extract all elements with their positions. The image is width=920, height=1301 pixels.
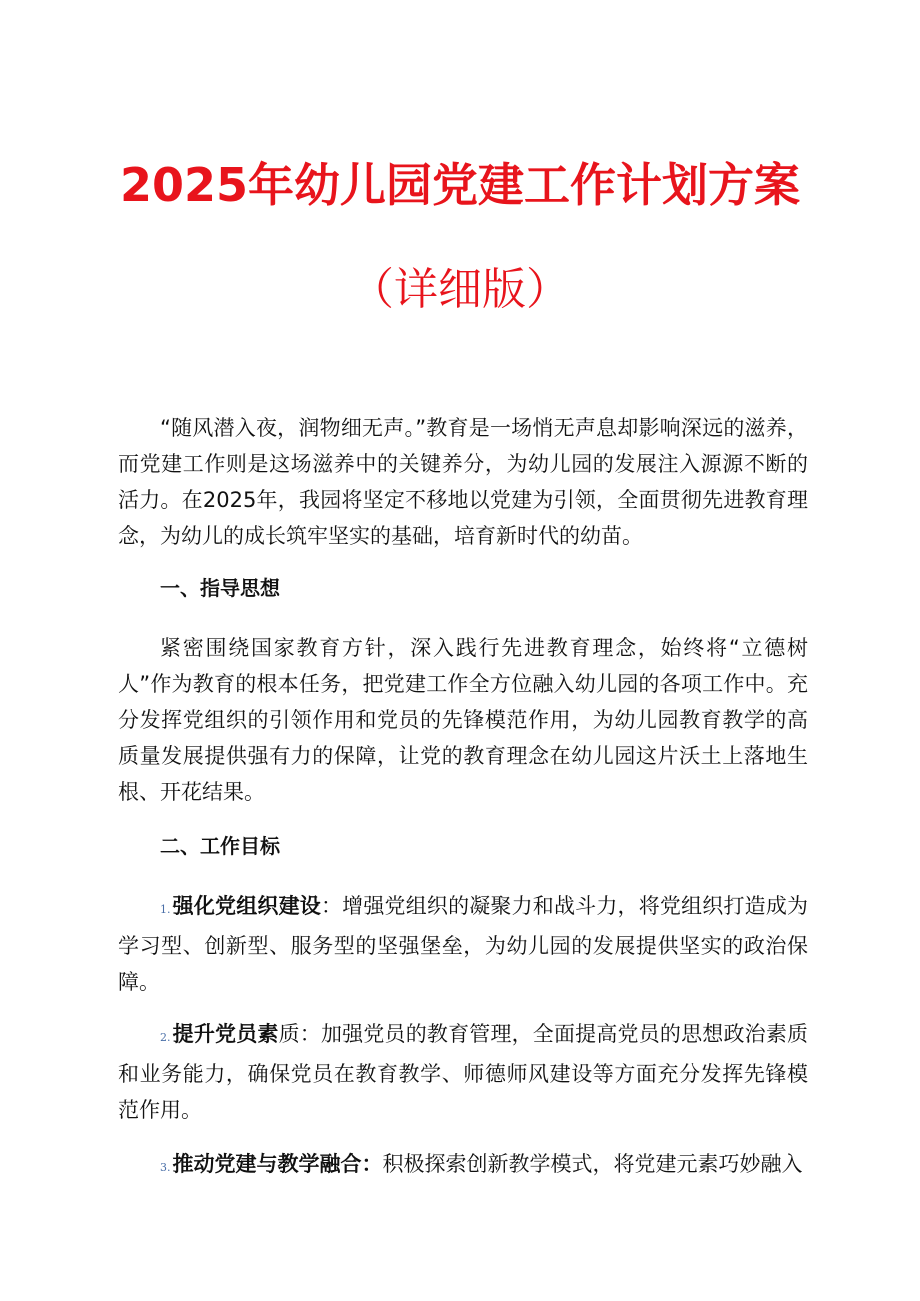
goal-item-2-lead: 提升党员素 <box>172 1022 279 1046</box>
goal-item-1-text: ：增强党组织的凝聚力和战斗力，将党组织打造成为学习型、创新型、服务型的坚强堡垒，为幼儿园的发展提供坚实的政治保障。 <box>118 894 809 994</box>
goal-item-3-lead: 推动党建与教学融合： <box>172 1152 383 1176</box>
goal-item-1 <box>118 888 808 1000</box>
section-body-guiding-ideology: 紧密围绕国家教育方针，深入践行先进教育理念，始终将“立德树人”作为教育的根本任务，把党建工作全方位融入幼儿园的各项工作中。充分发挥党组织的引领作用和党员的先锋模范作用，为幼儿园教育教学的高质量发展提供强有力的保障，让党的教育理念在幼儿园这片沃土上落地生根、开花结果。 <box>118 636 808 804</box>
goal-item-3-text: 积极探索创新教学模式，将党建元素巧妙融入 <box>382 1152 803 1176</box>
goal-item-3 <box>118 1146 808 1186</box>
section-heading-work-goals: 二、工作目标 <box>160 834 280 858</box>
document-subtitle: （详细版） <box>350 264 570 315</box>
goal-item-1-number: 1. <box>160 903 171 916</box>
intro-paragraph: “随风潜入夜，润物细无声。”教育是一场悄无声息却影响深远的滋养，而党建工作则是这场滋养中的关键养分，为幼儿园的发展注入源源不断的活力。在2025年，我园将坚定不移地以党建为引领，全面贯彻先进教育理念，为幼儿的成长筑牢坚实的基础，培育新时代的幼苗。 <box>118 416 808 548</box>
goal-item-2-text: 质：加强党员的教育管理，全面提高党员的思想政治素质和业务能力，确保党员在教育教学、师德师风建设等方面充分发挥先锋模范作用。 <box>118 1022 809 1122</box>
goal-item-3-number: 3. <box>160 1161 171 1174</box>
goal-item-2-number: 2. <box>160 1031 171 1044</box>
goal-item-1-lead: 强化党组织建设 <box>172 894 321 918</box>
document-title: 2025年幼儿园党建工作计划方案 <box>119 158 801 212</box>
goal-item-2 <box>118 1016 808 1128</box>
section-heading-guiding-ideology: 一、指导思想 <box>160 576 280 600</box>
